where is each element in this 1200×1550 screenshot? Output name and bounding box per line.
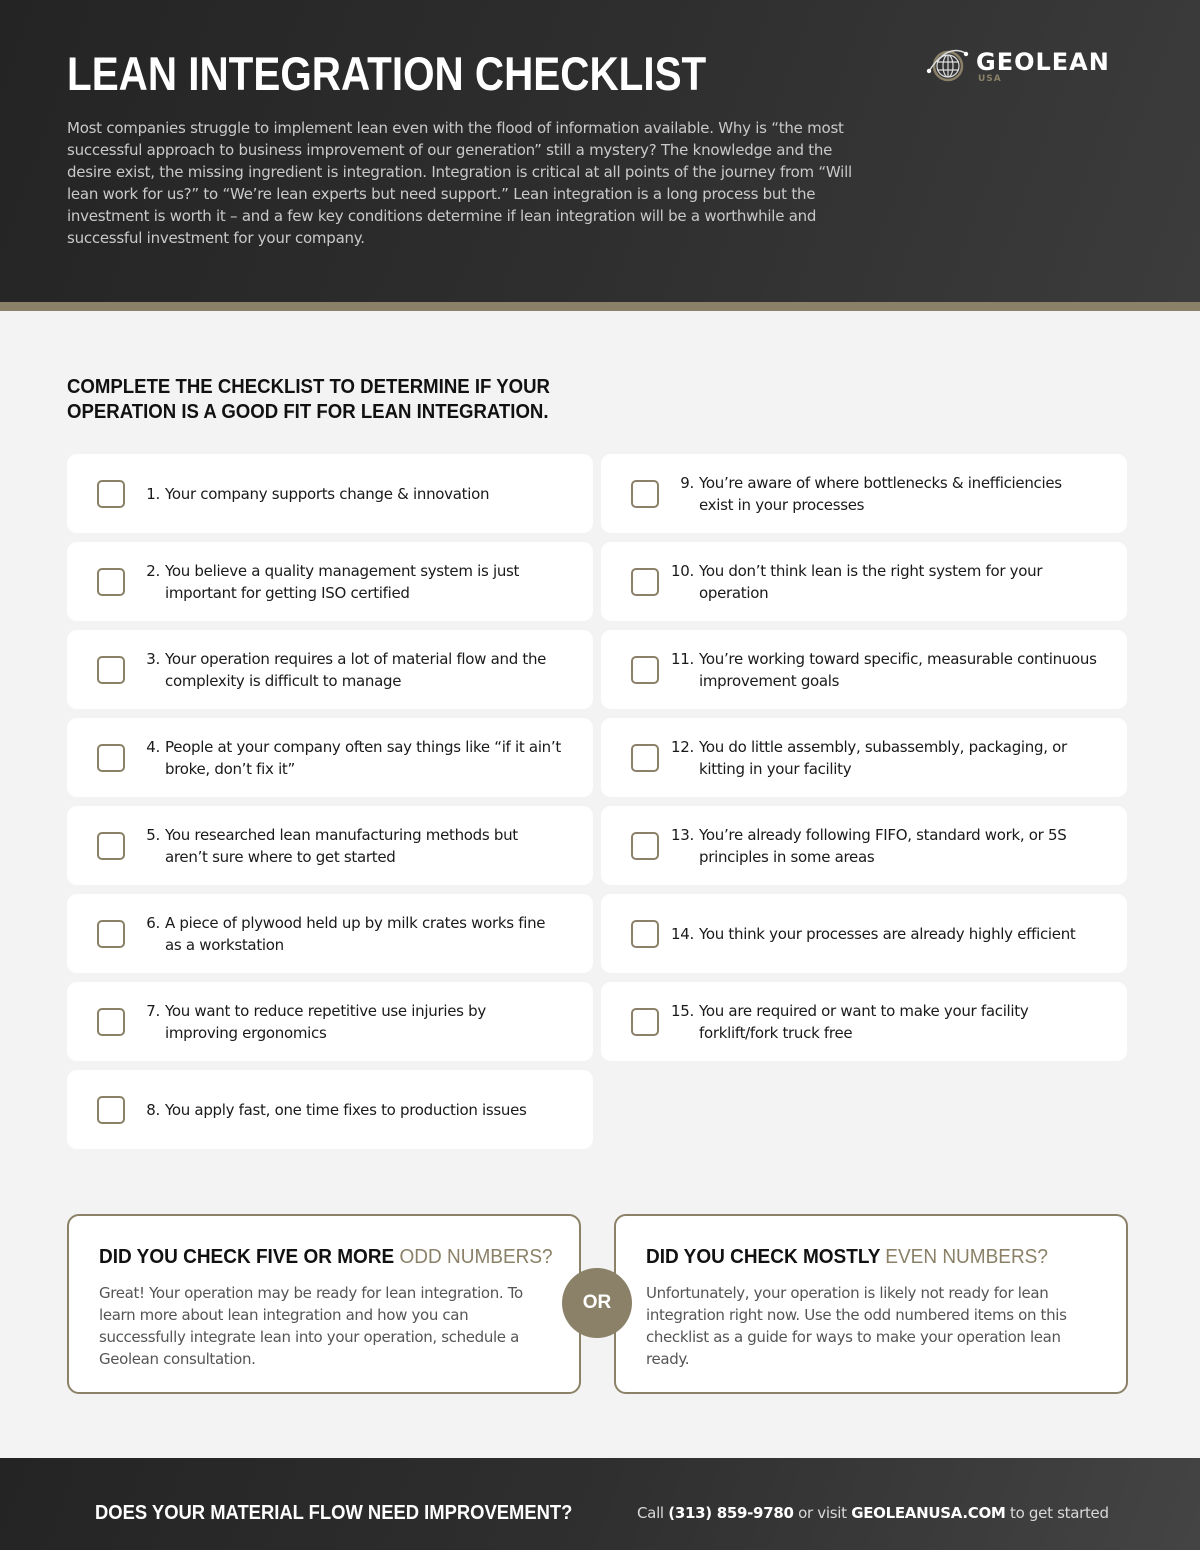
- checklist-item: [67, 806, 593, 885]
- geolean-logo: [926, 46, 1136, 86]
- checklist-item-number: 2.: [146, 561, 160, 580]
- checklist-item-text: [667, 630, 1097, 709]
- footer-cta-call: Call: [637, 1504, 669, 1522]
- checklist-item-label: You apply fast, one time fixes to production issues: [165, 1100, 527, 1119]
- checkbox[interactable]: [97, 1008, 125, 1036]
- checklist-item: [601, 542, 1127, 621]
- result-odd-title-accent: ODD NUMBERS?: [399, 1246, 553, 1268]
- checkbox[interactable]: [631, 1008, 659, 1036]
- result-even-box: [614, 1214, 1128, 1394]
- checklist-item-text: [667, 982, 1097, 1061]
- checkbox[interactable]: [97, 920, 125, 948]
- checklist-item-number: 8.: [146, 1100, 160, 1119]
- result-odd-title-prefix: DID YOU CHECK FIVE OR MORE: [99, 1246, 400, 1268]
- checklist-item-content: [143, 736, 563, 780]
- checklist-item: [67, 982, 593, 1061]
- checklist-item-number: 12.: [671, 737, 694, 756]
- checklist-item-content: [667, 923, 1076, 945]
- header-banner: [0, 0, 1200, 302]
- logo-wordmark: GEOLEAN: [976, 48, 1110, 76]
- checklist-item-label: You are required or want to make your facility forklift/fork truck free: [699, 1001, 1029, 1042]
- checklist-item-number: 13.: [671, 825, 694, 844]
- footer-question: DOES YOUR MATERIAL FLOW NEED IMPROVEMENT?: [95, 1502, 573, 1524]
- checklist-item: [67, 1070, 593, 1149]
- checklist-item-number: 14.: [671, 924, 694, 943]
- checklist-item-text: [143, 454, 563, 533]
- checklist-item-label: You’re working toward specific, measurable continuous improvement goals: [699, 649, 1097, 690]
- checklist-item-number: 15.: [671, 1001, 694, 1020]
- intro-paragraph: Most companies struggle to implement lean even with the flood of information available. Why is “the most successful approach to business improvement of our generation” still a mystery? The knowledge and the desire exist, the missing ingredient is integration. Integration is critical at all points of the journey from “Will lean work for us?” to “We’re lean experts but need support.” Lean integration is a long process but the investment is worth it – and a few key conditions determine if lean integration will be a worthwhile and successful investment for your company.: [67, 119, 852, 247]
- checklist-item: [67, 630, 593, 709]
- result-even-title: [646, 1246, 1048, 1269]
- checklist-item-label: You researched lean manufacturing methods but aren’t sure where to get started: [165, 825, 518, 866]
- checklist-item-text: [143, 894, 563, 973]
- result-even-body: Unfortunately, your operation is likely not ready for lean integration right now. Use the odd numbered items on this checklist as a guide for ways to make your operation lean ready.: [646, 1284, 1067, 1368]
- checklist-item-number: 4.: [146, 737, 160, 756]
- checklist-item-text: [667, 718, 1097, 797]
- checklist-item-number: 7.: [146, 1001, 160, 1020]
- checklist-item-text: [143, 630, 563, 709]
- result-even-title-accent: EVEN NUMBERS?: [885, 1246, 1048, 1268]
- checklist-item-content: [667, 824, 1097, 868]
- result-odd-title: [99, 1246, 553, 1269]
- checklist-item: [601, 630, 1127, 709]
- footer-cta-visit: or visit: [793, 1504, 852, 1522]
- checklist-item: [67, 454, 593, 533]
- checklist-item-content: [143, 1099, 527, 1121]
- checkbox[interactable]: [631, 568, 659, 596]
- checklist-item-number: 6.: [146, 913, 160, 932]
- checklist-item-content: [143, 483, 489, 505]
- checklist-item-content: [143, 912, 563, 956]
- checklist-item-label: People at your company often say things like “if it ain’t broke, don’t fix it”: [165, 737, 561, 778]
- checklist-item: [67, 718, 593, 797]
- checkbox[interactable]: [631, 744, 659, 772]
- checklist-item-content: [667, 560, 1097, 604]
- globe-orbit-icon: [926, 46, 972, 86]
- checkbox[interactable]: [631, 832, 659, 860]
- checkbox[interactable]: [97, 744, 125, 772]
- checklist-item-label: You don’t think lean is the right system for your operation: [699, 561, 1043, 602]
- result-odd-box: [67, 1214, 581, 1394]
- checkbox[interactable]: [97, 568, 125, 596]
- footer-banner: [0, 1458, 1200, 1550]
- checklist-item: [67, 894, 593, 973]
- result-odd-body: Great! Your operation may be ready for lean integration. To learn more about lean integration and how you can successfully integrate lean into your operation, schedule a Geolean consultation.: [99, 1284, 523, 1368]
- checklist-item-content: [667, 1000, 1097, 1044]
- checklist-item-label: You do little assembly, subassembly, packaging, or kitting in your facility: [699, 737, 1067, 778]
- checklist-item-content: [667, 472, 1097, 516]
- checklist-item-text: [143, 542, 563, 621]
- checklist-item-text: [143, 718, 563, 797]
- checklist-item: [601, 982, 1127, 1061]
- checklist-item-label: Your operation requires a lot of material flow and the complexity is difficult to manage: [165, 649, 547, 690]
- accent-divider: [0, 302, 1200, 311]
- checkbox[interactable]: [631, 480, 659, 508]
- checklist-item-text: [143, 806, 563, 885]
- logo-subtitle: USA: [978, 74, 1002, 84]
- checklist-item: [601, 894, 1127, 973]
- checklist-item: [601, 718, 1127, 797]
- checklist-heading: COMPLETE THE CHECKLIST TO DETERMINE IF YOUR OPERATION IS A GOOD FIT FOR LEAN INTEGRATION.: [67, 376, 550, 423]
- checklist-item-text: [143, 982, 563, 1061]
- checklist-item-number: 5.: [146, 825, 160, 844]
- footer-website-link[interactable]: GEOLEANUSA.COM: [851, 1504, 1006, 1522]
- checklist-item-content: [143, 1000, 563, 1044]
- footer-cta: [637, 1504, 1109, 1522]
- checklist-item-text: [667, 454, 1097, 533]
- checklist-item: [601, 454, 1127, 533]
- checklist-item-label: You believe a quality management system is just important for getting ISO certified: [165, 561, 520, 602]
- result-even-title-prefix: DID YOU CHECK MOSTLY: [646, 1246, 886, 1268]
- checklist-item-text: [667, 542, 1097, 621]
- checkbox[interactable]: [97, 656, 125, 684]
- checkbox[interactable]: [97, 480, 125, 508]
- checklist-item-number: 11.: [671, 649, 694, 668]
- checklist-item-number: 1.: [146, 484, 160, 503]
- checklist-item: [67, 542, 593, 621]
- checklist-item-label: You want to reduce repetitive use injuries by improving ergonomics: [165, 1001, 486, 1042]
- checkbox[interactable]: [631, 920, 659, 948]
- checklist-item-content: [667, 736, 1097, 780]
- checkbox[interactable]: [97, 1096, 125, 1124]
- checklist-item-text: [667, 894, 1097, 973]
- checkbox[interactable]: [97, 832, 125, 860]
- checklist-item-number: 10.: [671, 561, 694, 580]
- checklist-item-number: 9.: [680, 473, 694, 492]
- checklist-item-number: 3.: [146, 649, 160, 668]
- checkbox[interactable]: [631, 656, 659, 684]
- checklist-item-content: [143, 824, 563, 868]
- footer-cta-end: to get started: [1005, 1504, 1109, 1522]
- checklist-item-text: [667, 806, 1097, 885]
- checklist-item-label: You think your processes are already highly efficient: [699, 924, 1076, 943]
- checklist-item-text: [143, 1070, 563, 1149]
- checklist-item-label: A piece of plywood held up by milk crates works fine as a workstation: [165, 913, 546, 954]
- footer-phone-link[interactable]: (313) 859-9780: [668, 1504, 794, 1522]
- checklist-item-label: You’re aware of where bottlenecks & inefficiencies exist in your processes: [699, 473, 1062, 514]
- checklist-item-label: You’re already following FIFO, standard work, or 5S principles in some areas: [699, 825, 1067, 866]
- or-badge: OR: [562, 1268, 632, 1338]
- checklist-item-content: [143, 560, 563, 604]
- checklist-item-label: Your company supports change & innovation: [165, 484, 490, 503]
- page-title: LEAN INTEGRATION CHECKLIST: [67, 47, 707, 100]
- checklist-item: [601, 806, 1127, 885]
- checklist-item-content: [667, 648, 1097, 692]
- checklist-item-content: [143, 648, 563, 692]
